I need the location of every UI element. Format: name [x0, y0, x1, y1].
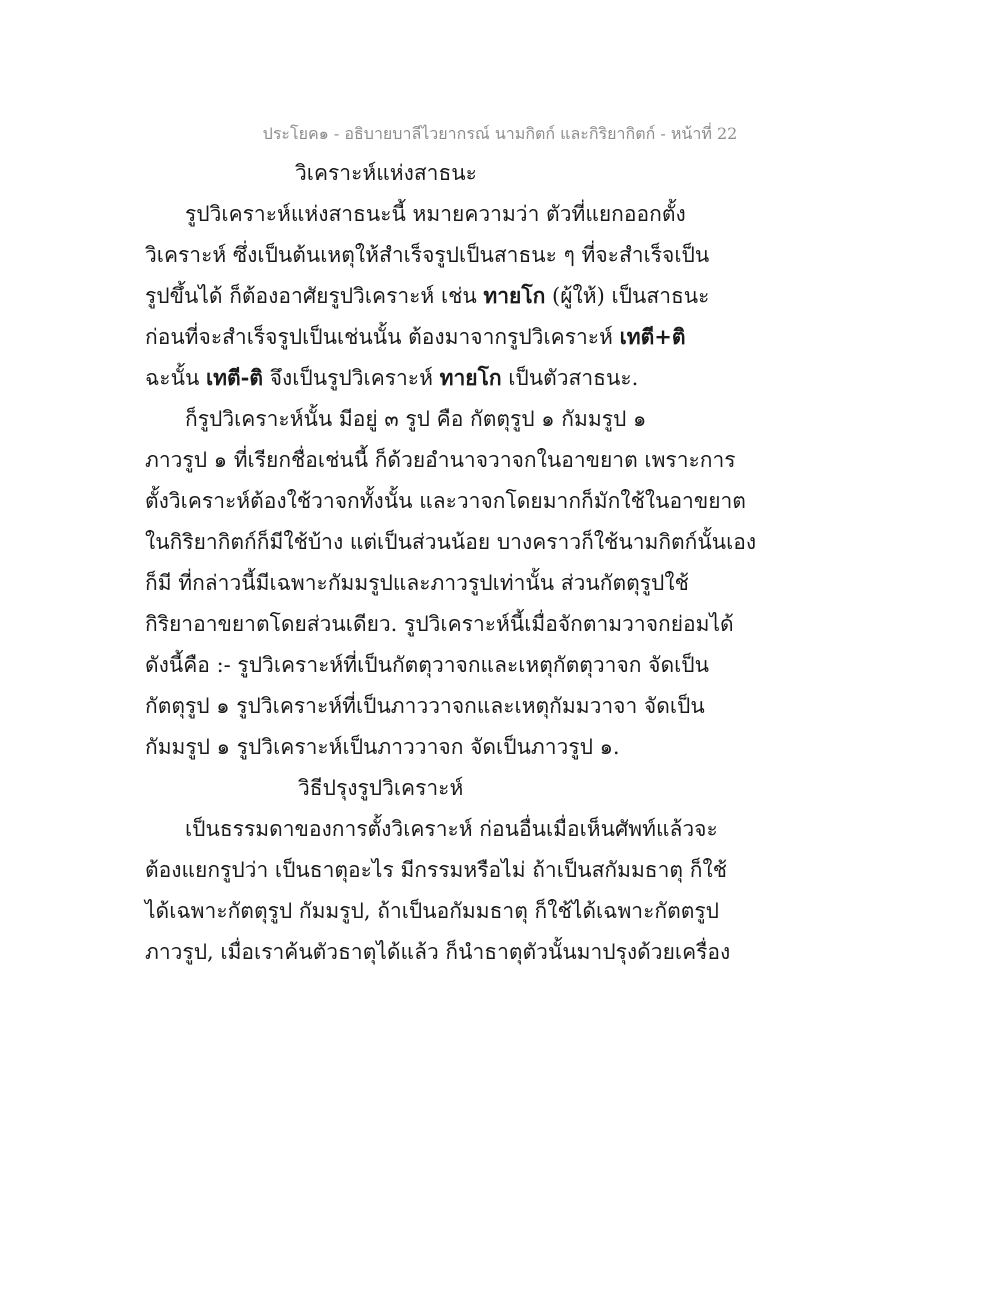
- paragraph-line: ก็มี ที่กล่าวนี้มีเฉพาะกัมมรูปและภาวรูปเท่านั้น ส่วนกัตตุรูปใช้: [145, 571, 689, 595]
- section-heading-vidhi-prung: วิธีปรุงรูปวิเคราะห์: [298, 776, 464, 800]
- paragraph-line: ดังนี้คือ :- รูปวิเคราะห์ที่เป็นกัตตุวาจกและเหตุกัตตุวาจก จัดเป็น: [145, 653, 709, 677]
- paragraph-line: เป็นธรรมดาของการตั้งวิเคราะห์ ก่อนอื่นเมื่อเห็นศัพท์แล้วจะ: [185, 817, 718, 841]
- paragraph-line: กัมมรูป ๑ รูปวิเคราะห์เป็นภาววาจก จัดเป็นภาวรูป ๑.: [145, 735, 620, 759]
- section-heading-vigraha-sadhana: วิเคราะห์แห่งสาธนะ: [295, 161, 477, 185]
- paragraph-line: รูปวิเคราะห์แห่งสาธนะนี้ หมายความว่า ตัวที่แยกออกตั้ง: [185, 202, 686, 226]
- text-run: รูปขึ้นได้ ก็ต้องอาศัยรูปวิเคราะห์ เช่น: [145, 284, 477, 308]
- paragraph-line: ตั้งวิเคราะห์ต้องใช้วาจกทั้งนั้น และวาจกโดยมากก็มักใช้ในอาขยาต: [145, 489, 746, 513]
- running-header: ประโยค๑ - อธิบายบาลีไวยากรณ์ นามกิตก์ และกิริยากิตก์ - หน้าที่ 22: [262, 124, 738, 143]
- bold-term: ทายโก: [439, 365, 502, 390]
- paragraph-line: [145, 281, 865, 311]
- paragraph-line: ต้องแยกรูปว่า เป็นธาตุอะไร มีกรรมหรือไม่ ถ้าเป็นสกัมมธาตุ ก็ใช้: [145, 858, 727, 882]
- bold-term: เทตี+ติ: [619, 324, 686, 349]
- text-run: เป็นตัวสาธนะ.: [508, 366, 639, 390]
- paragraph-line: [145, 322, 865, 352]
- paragraph-line: ได้เฉพาะกัตตุรูป กัมมรูป, ถ้าเป็นอกัมมธาตุ ก็ใช้ได้เฉพาะกัตตรูป: [145, 899, 719, 923]
- text-run: ฉะนั้น: [145, 366, 200, 390]
- paragraph-line: วิเคราะห์ ซึ่งเป็นต้นเหตุให้สำเร็จรูปเป็นสาธนะ ๆ ที่จะสำเร็จเป็น: [145, 243, 710, 267]
- text-run: (ผู้ให้) เป็นสาธนะ: [552, 284, 710, 308]
- paragraph-line: ภาวรูป ๑ ที่เรียกชื่อเช่นนี้ ก็ด้วยอำนาจวาจกในอาขยาต เพราะการ: [145, 448, 736, 472]
- paragraph-line: ในกิริยากิตก์ก็มีใช้บ้าง แต่เป็นส่วนน้อย บางคราวก็ใช้นามกิตก์นั้นเอง: [145, 530, 757, 554]
- paragraph-line: ก็รูปวิเคราะห์นั้น มีอยู่ ๓ รูป คือ กัตตุรูป ๑ กัมมรูป ๑: [185, 407, 647, 431]
- text-run: จึงเป็นรูปวิเคราะห์: [269, 366, 433, 390]
- paragraph-line: กัตตุรูป ๑ รูปวิเคราะห์ที่เป็นภาววาจกและเหตุกัมมวาจา จัดเป็น: [145, 694, 705, 718]
- bold-term: ทายโก: [483, 283, 546, 308]
- paragraph-line: กิริยาอาขยาตโดยส่วนเดียว. รูปวิเคราะห์นี้เมื่อจักตามวาจกย่อมได้: [145, 612, 734, 636]
- paragraph-line: ภาวรูป, เมื่อเราค้นตัวธาตุได้แล้ว ก็นำธาตุตัวนั้นมาปรุงด้วยเครื่อง: [145, 940, 731, 964]
- bold-term: เทตี-ติ: [205, 365, 263, 390]
- paragraph-line: [145, 363, 865, 393]
- text-run: ก่อนที่จะสำเร็จรูปเป็นเช่นนั้น ต้องมาจากรูปวิเคราะห์: [145, 325, 613, 349]
